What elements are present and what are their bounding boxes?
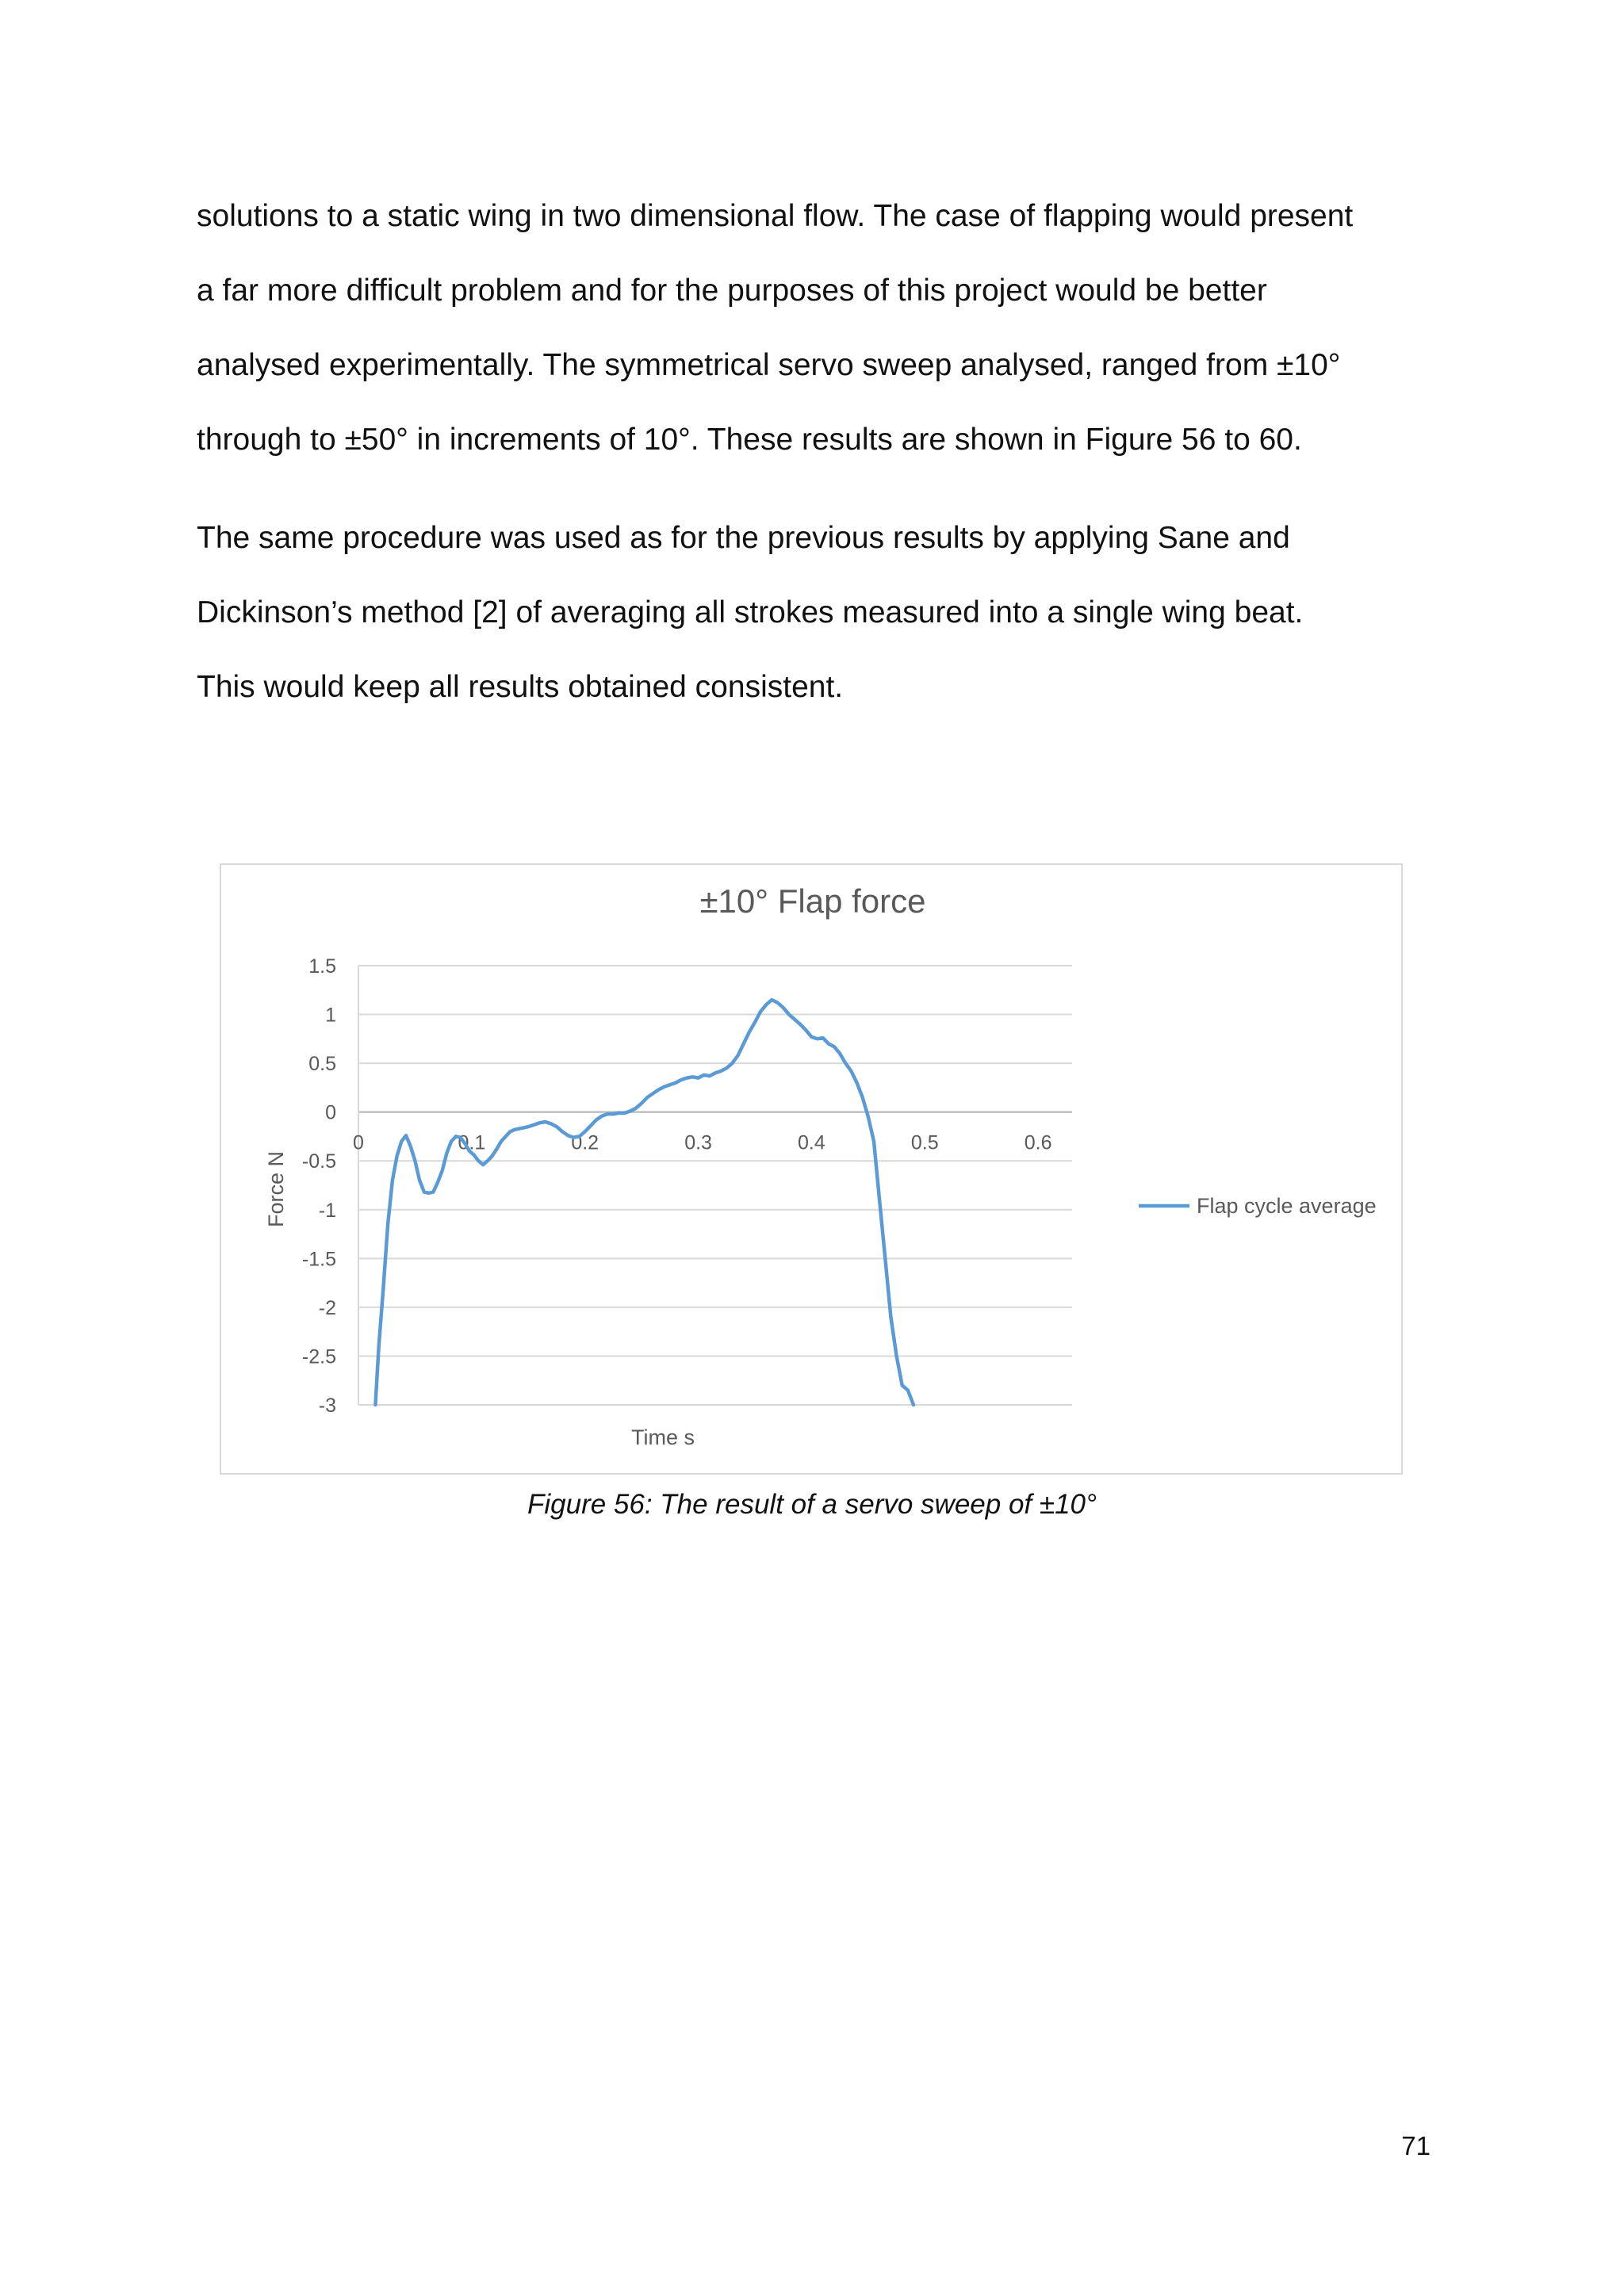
x-tick-label: 0.1 (458, 1131, 486, 1154)
y-axis-ticks (302, 955, 336, 1417)
chart-title: ±10° Flap force (699, 882, 926, 920)
x-tick-label: 0 (353, 1131, 364, 1154)
x-axis-label: Time s (631, 1425, 695, 1449)
x-tick-label: 0.5 (910, 1131, 939, 1154)
text-line: solutions to a static wing in two dimensional flow. The case of flapping would present (197, 199, 1354, 233)
text-line: through to ±50° in increments of 10°. These results are shown in Figure 56 to 60. (197, 423, 1302, 457)
series-line-flap-cycle-average (375, 1000, 914, 1405)
text-line: a far more difficult problem and for the purposes of this project would be better (197, 274, 1267, 308)
page-number: 71 (1401, 2131, 1431, 2160)
y-tick-label: -2.5 (301, 1345, 336, 1368)
legend-label: Flap cycle average (1197, 1194, 1377, 1218)
flap-force-chart (221, 865, 1404, 1476)
y-tick-label: 1 (325, 1004, 336, 1027)
y-tick-label: -3 (318, 1395, 336, 1417)
y-axis-label: Force N (264, 1150, 288, 1228)
chart-legend (1139, 1194, 1377, 1218)
y-tick-label: -2 (318, 1296, 336, 1319)
x-tick-label: 0.6 (1024, 1131, 1052, 1154)
gridlines (358, 966, 1072, 1405)
text-line: Dickinson’s method [2] of averaging all strokes measured into a single wing beat. (197, 595, 1304, 629)
y-tick-label: -1 (318, 1199, 336, 1222)
body-paragraph-2 (197, 501, 1434, 725)
chart-frame (220, 863, 1403, 1475)
text-line: The same procedure was used as for the previous results by applying Sane and (197, 521, 1290, 555)
y-tick-label: -1.5 (301, 1248, 336, 1271)
figure-caption: Figure 56: The result of a servo sweep of ±10° (527, 1489, 1097, 1520)
x-tick-label: 0.3 (684, 1131, 712, 1154)
text-line: analysed experimentally. The symmetrical servo sweep analysed, ranged from ±10° (197, 348, 1341, 382)
y-tick-label: -0.5 (301, 1150, 336, 1173)
x-tick-label: 0.2 (571, 1131, 599, 1154)
y-tick-label: 0 (325, 1101, 336, 1124)
body-paragraph-1 (197, 179, 1434, 477)
y-tick-label: 0.5 (308, 1053, 336, 1076)
text-line: This would keep all results obtained consistent. (197, 670, 844, 704)
x-tick-label: 0.4 (798, 1131, 825, 1154)
y-tick-label: 1.5 (308, 955, 336, 978)
